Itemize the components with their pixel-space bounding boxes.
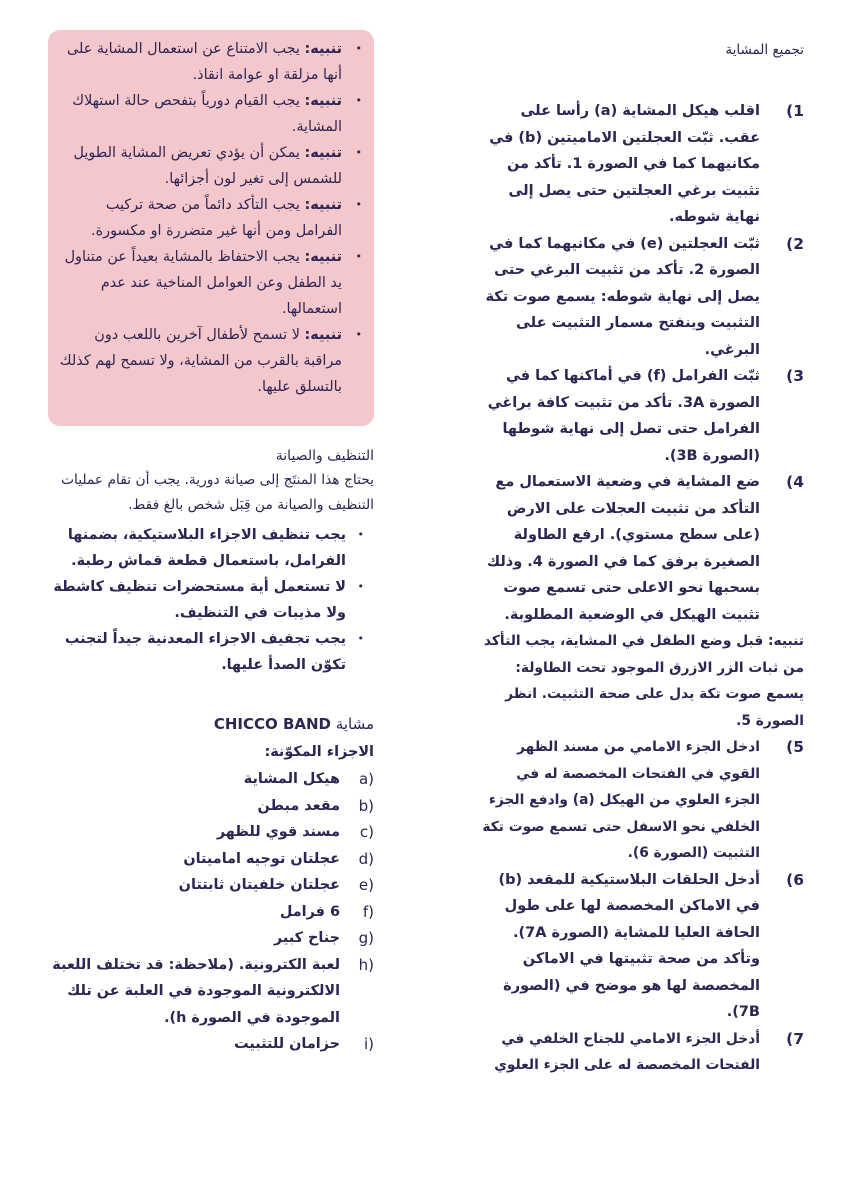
cleaning-list <box>30 522 374 678</box>
part-text: مسند قوي للظهر <box>216 824 340 840</box>
warning-item <box>56 36 364 88</box>
step-number: 7) <box>786 1029 804 1048</box>
step-number: 4) <box>786 473 804 491</box>
cleaning-item: • لا تستعمل أية مستحضرات تنظيف كاشطة ولا مذيبات في التنظيف. <box>30 574 374 626</box>
part-letter: h) <box>358 955 374 974</box>
assembly-step <box>482 734 804 867</box>
part-letter: g) <box>358 929 374 947</box>
part-text: عجلتان توجيه اماميتان <box>183 850 340 867</box>
part-text: عجلتان خلفيتان ثابتتان <box>178 877 340 893</box>
warning-item <box>56 88 364 140</box>
part-item <box>30 925 374 952</box>
warning-item <box>56 192 364 244</box>
warning-item <box>56 322 364 400</box>
assembly-step <box>482 1026 804 1079</box>
product-prefix: مشاية <box>335 715 374 733</box>
part-text: حزامان للتثبيت <box>234 1036 340 1052</box>
part-text: لعبة الكترونية. (ملاحظة: قد تختلف اللعبة الالكترونية الموجودة في العلبة عن تلك الموجودة في الصورة h). <box>52 956 340 1026</box>
step-number: 3) <box>786 367 804 385</box>
warning-label: تنبيه: <box>304 145 342 161</box>
assembly-step <box>482 98 804 231</box>
part-letter: d) <box>358 849 374 868</box>
parts-title: الاجزاء المكوّنة: <box>264 744 374 760</box>
warning-label: تنبيه: <box>304 327 342 343</box>
part-text: مقعد مبطن <box>257 797 340 814</box>
assembly-note: تنبيه: قبل وضع الطفل في المشاية، يجب التأكد من ثبات الزر الازرق الموجود تحت الطاولة: يسمع صوت تكة يدل على صحة التثبيت. انظر الصورة 5. <box>483 633 804 729</box>
part-text: هيكل المشاية <box>243 771 340 787</box>
cleaning-title: التنظيف والصيانة <box>275 448 374 464</box>
assembly-column <box>482 30 804 1079</box>
part-text: جناح كبير <box>273 930 340 946</box>
warning-label: تنبيه: <box>304 93 342 109</box>
warning-text: يمكن أن يؤدي تعريض المشاية الطويل للشمس إلى تغير لون أجزائها. <box>73 145 342 187</box>
warning-label: تنبيه: <box>304 197 342 213</box>
step-text: أدخل الجزء الامامي للجناح الخلفي في الفتحات المخصصة له على الجزء العلوي <box>494 1030 760 1073</box>
part-item <box>30 846 374 873</box>
part-text: 6 فرامل <box>279 903 340 920</box>
part-item <box>30 793 374 820</box>
warning-item <box>56 140 364 192</box>
step-number: 6) <box>786 870 804 889</box>
part-letter: e) <box>358 876 374 894</box>
warning-label: تنبيه: <box>304 249 342 265</box>
part-item <box>30 766 374 793</box>
warning-text: لا تسمح لأطفال آخرين باللعب دون مراقبة بالقرب من المشاية، ولا تسمح لهم كذلك بالتسلق عليها. <box>59 327 342 395</box>
cleaning-item: • يجب تنظيف الاجزاء البلاستيكية، بضمنها الفرامل، باستعمال قطعة قماش رطبة. <box>30 522 374 574</box>
warnings-box <box>48 30 374 426</box>
step-text: اقلب هيكل المشاية (a) رأسا على عقب. ثبّت العجلتين الاماميتين (b) في مكانيهما كما في الصورة 1. تأكد من تثبيت برغي العجلتين حتى يصل إلى نهاية شوطه. <box>489 103 760 225</box>
step-text: ادخل الجزء الامامي من مسند الظهر القوي في الفتحات المخصصة له في الجزء العلوي من الهيكل (a) وادفع الجزء الخلفي نحو الاسفل حتى تسمع صوت تكة التثبيت (الصورة 6). <box>482 739 760 861</box>
cleaning-intro: يحتاج هذا المنتَج إلى صيانة دورية. يجب أن تقام عمليات التنظيف والصيانة من قِبَل شخص بالغ فقط. <box>61 472 374 513</box>
step-text: ثبّت الفرامل (f) في أماكنها كما في الصورة 3A. تأكد من تثبيت كافة براغي الفرامل حتى تصل إلى نهاية شوطها (الصورة 3B). <box>487 368 760 464</box>
assembly-step <box>482 469 804 628</box>
part-item <box>30 819 374 846</box>
step-number: 5) <box>786 738 804 756</box>
warning-text: يجب الاحتفاظ بالمشاية بعيداً عن متناول يد الطفل وعن العوامل المناخية عند عدم استعمالها. <box>64 249 342 317</box>
warning-label: تنبيه: <box>304 41 342 57</box>
warnings-list <box>56 36 364 400</box>
part-item <box>30 899 374 926</box>
warning-item <box>56 244 364 322</box>
part-item <box>30 952 374 1032</box>
assembly-steps <box>482 98 804 628</box>
assembly-step <box>482 363 804 469</box>
assembly-step <box>482 867 804 1026</box>
part-item <box>30 872 374 899</box>
step-number: 1) <box>786 102 804 120</box>
part-letter: a) <box>358 770 374 788</box>
product-title <box>30 710 374 738</box>
info-column <box>30 30 374 1058</box>
step-text: ضع المشاية في وضعية الاستعمال مع التأكد من تثبيت العجلات على الارض (على سطح مستوي). ارفع الطاولة الصغيرة برفق كما في الصورة 4. وذلك بسحبها نحو الاعلى حتى تسمع صوت تثبيت الهيكل في الوضعية المطلوبة. <box>486 474 760 623</box>
cleaning-item: • يجب تجفيف الاجزاء المعدنية جيداً لتجنب تكوّن الصدأ عليها. <box>30 626 374 678</box>
step-text: أدخل الحلقات البلاستيكية للمقعد (b) في الاماكن المخصصة لها على طول الحافة العليا للمشاية (الصورة 7A). وتأكد من صحة تثبيتها في الاماكن المخصصة لها هو موضح في (الصورة 7B). <box>498 871 760 1020</box>
part-letter: i) <box>363 1035 374 1053</box>
warning-text: يجب الامتناع عن استعمال المشاية على أنها مزلقة او عوامة انقاذ. <box>67 41 342 83</box>
parts-list <box>30 766 374 1058</box>
warning-text: يجب القيام دورياً بتفحص حالة استهلاك المشاية. <box>72 93 342 135</box>
part-letter: c) <box>359 823 374 841</box>
assembly-step <box>482 231 804 364</box>
product-brand: CHICCO BAND <box>213 715 332 733</box>
part-letter: b) <box>358 796 374 815</box>
assembly-steps-continued <box>482 734 804 1079</box>
assembly-title: تجميع المشاية <box>725 42 804 58</box>
step-number: 2) <box>786 234 804 253</box>
warning-text: يجب التأكد دائماً من صحة تركيب الفرامل ومن أنها غير متضررة او مكسورة. <box>91 197 342 239</box>
part-letter: f) <box>362 902 374 921</box>
part-item <box>30 1031 374 1058</box>
step-text: ثبّت العجلتين (e) في مكانيهما كما في الصورة 2. تأكد من تثبيت البرغي حتى يصل إلى نهاية شوطه: يسمع صوت تكة التثبيت وينفتح مسمار التثبيت على البرغي. <box>485 235 760 358</box>
